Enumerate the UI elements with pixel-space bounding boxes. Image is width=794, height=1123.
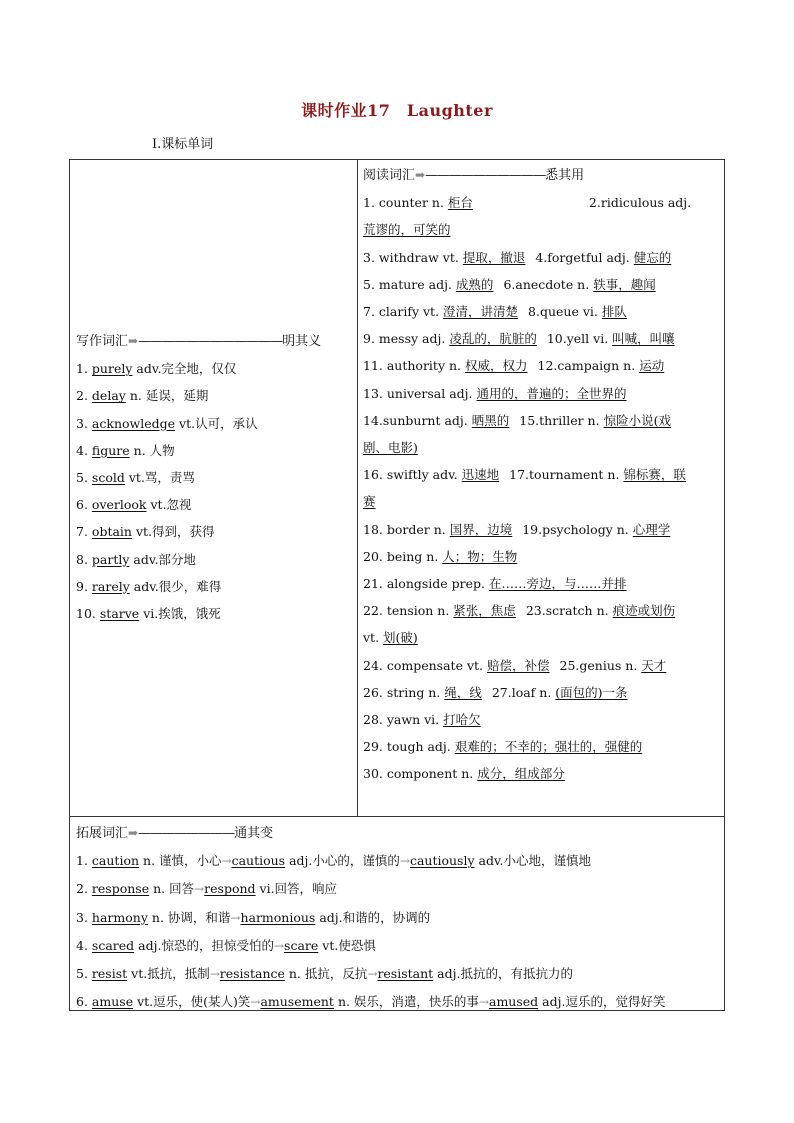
list-item: 2. response n. 回答→respond vi.回答，响应 — [76, 881, 338, 897]
arrow-icon: ➡ — [415, 168, 426, 182]
expand-header: 拓展词汇➡————————通其变 — [76, 826, 274, 841]
list-item: 6. amuse vt.逗乐，使(某人)笑→amusement n. 娱乐，消遣，快乐的事→amused adj.逗乐的，觉得好笑 — [76, 994, 666, 1010]
list-item: 18. border n. 国界，边境 19.psychology n. 心理学 — [363, 521, 671, 537]
reading-vocab-column — [363, 162, 721, 788]
answer-word: resist — [91, 966, 128, 982]
list-item: 16. swiftly adv. 迅速地 17.tournament n. 锦标赛，联 — [363, 467, 686, 483]
list-item: 22. tension n. 紧张，焦虑 23.scratch n. 痕迹或划伤 — [363, 603, 676, 619]
arrow-icon: ➡ — [128, 826, 139, 840]
list-item: 5. resist vt.抵抗，抵制→resistance n. 抵抗，反抗→resistant adj.抵抗的，有抵抗力的 — [76, 966, 573, 982]
answer-word: harmony — [91, 909, 148, 925]
answer-word: caution — [91, 853, 140, 869]
list-item: 3. acknowledge vt.认可，承认 — [76, 415, 258, 431]
arrow-icon: → — [221, 854, 232, 869]
list-item: 4. figure n. 人物 — [76, 442, 175, 458]
list-item: 11. authority n. 权威，权力 12.campaign n. 运动 — [363, 358, 665, 374]
answer-word: scare — [284, 937, 319, 953]
answer-word: amused — [489, 994, 539, 1010]
list-item: 剧、电影) — [363, 440, 418, 456]
expand-list — [76, 847, 720, 1016]
list-item: 28. yawn vi. 打哈欠 — [363, 712, 481, 728]
list-item: 3. harmony n. 协调，和谐→harmonious adj.和谐的，协调的 — [76, 909, 431, 925]
list-item: 6. overlook vt.忽视 — [76, 497, 192, 513]
list-item: 1. purely adv.完全地，仅仅 — [76, 361, 237, 377]
arrow-icon: → — [250, 995, 261, 1010]
list-item: 1. counter n. 柜台 2.ridiculous adj. — [363, 195, 692, 211]
list-item: 26. string n. 绳，线 27.loaf n. (面包的)一条 — [363, 684, 628, 700]
list-item: 4. scared adj.惊恐的，担惊受怕的→scare vt.使恐惧 — [76, 937, 376, 953]
list-item: 2. delay n. 延误，延期 — [76, 388, 209, 404]
answer-word: starve — [99, 606, 140, 622]
vocab-table — [69, 159, 725, 1011]
answer-word: rarely — [91, 578, 130, 594]
answer-word: respond — [204, 881, 256, 897]
section-label: Ⅰ.课标单词 — [152, 137, 214, 152]
list-item: 21. alongside prep. 在……旁边，与……并排 — [363, 576, 627, 592]
page-title: 课时作业17 Laughter — [301, 101, 493, 120]
answer-word: cautious — [231, 853, 286, 869]
answer-word: overlook — [91, 497, 147, 513]
list-item: 10. starve vi.挨饿，饿死 — [76, 606, 221, 622]
list-item: 赛 — [363, 494, 376, 510]
answer-word: acknowledge — [91, 415, 176, 431]
row-divider — [70, 816, 724, 817]
list-item: 9. rarely adv.很少，难得 — [76, 578, 222, 594]
arrow-icon: → — [478, 995, 489, 1010]
expand-vocab-section — [76, 820, 720, 1016]
list-item: 8. partly adv.部分地 — [76, 551, 196, 567]
column-divider — [357, 160, 358, 816]
answer-word: obtain — [91, 524, 132, 540]
list-item: vt. 划(破) — [363, 630, 418, 646]
writing-vocab-column — [76, 328, 351, 627]
answer-word: amusement — [260, 994, 334, 1010]
list-item: 9. messy adj. 凌乱的，肮脏的 10.yell vi. 叫喊，叫嚷 — [363, 331, 675, 347]
list-item: 29. tough adj. 艰难的；不幸的；强壮的，强健的 — [363, 739, 643, 755]
list-item: 24. compensate vt. 赔偿，补偿 25.genius n. 天才 — [363, 657, 667, 673]
answer-word: delay — [91, 388, 126, 404]
answer-word: resistant — [377, 966, 434, 982]
answer-word: partly — [91, 551, 130, 567]
reading-header: 阅读词汇➡——————————悉其用 — [363, 168, 585, 183]
arrow-icon: → — [367, 967, 378, 982]
answer-word: harmonious — [240, 909, 316, 925]
answer-word: scared — [91, 937, 135, 953]
list-item: 5. mature adj. 成熟的 6.anecdote n. 轶事，趣闻 — [363, 276, 656, 292]
writing-list — [76, 355, 351, 627]
arrow-icon: → — [209, 967, 220, 982]
answer-word: purely — [91, 361, 133, 377]
answer-word: figure — [91, 442, 130, 458]
list-item: 1. caution n. 谨慎，小心→cautious adj.小心的，谨慎的→cautiously adv.小心地，谨慎地 — [76, 853, 592, 869]
arrow-icon: → — [273, 938, 285, 953]
list-item: 5. scold vt.骂，责骂 — [76, 470, 195, 486]
list-item: 30. component n. 成分，组成部分 — [363, 766, 565, 782]
list-item: 7. obtain vt.得到，获得 — [76, 524, 215, 540]
answer-word: amuse — [91, 994, 134, 1010]
answer-word: cautiously — [409, 853, 475, 869]
answer-word: response — [91, 881, 150, 897]
list-item: 3. withdraw vt. 提取，撤退 4.forgetful adj. 健忘的 — [363, 249, 672, 265]
arrow-icon: → — [230, 910, 241, 925]
arrow-icon: ➡ — [128, 334, 139, 348]
list-item: 7. clarify vt. 澄清，讲清楚 8.queue vi. 排队 — [363, 304, 627, 320]
list-item: 14.sunburnt adj. 晒黑的 15.thriller n. 惊险小说(戏 — [363, 412, 671, 428]
arrow-icon: → — [399, 854, 410, 869]
arrow-icon: → — [194, 882, 205, 897]
answer-word: scold — [91, 470, 125, 486]
answer-word: resistance — [219, 966, 285, 982]
writing-header: 写作词汇➡————————————明其义 — [76, 334, 322, 349]
list-item: 13. universal adj. 通用的，普遍的；全世界的 — [363, 385, 627, 401]
list-item: 20. being n. 人；物；生物 — [363, 548, 518, 564]
list-item: 荒谬的，可笑的 — [363, 222, 451, 238]
